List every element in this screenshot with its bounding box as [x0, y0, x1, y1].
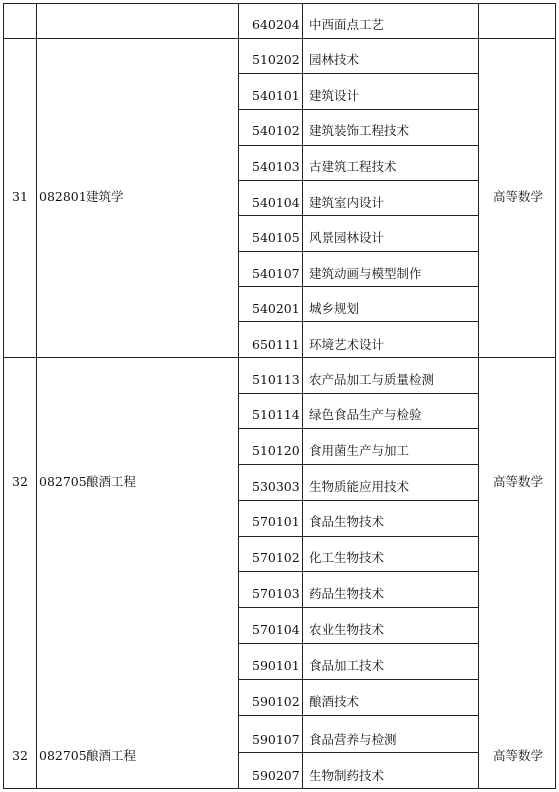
row-name: 建筑动画与模型制作: [309, 266, 422, 281]
row-code: 570103: [252, 586, 300, 601]
row-code: 510114: [252, 407, 300, 422]
row-divider: [238, 679, 479, 680]
group-major-code: 082705: [39, 748, 87, 763]
row-divider: [238, 321, 479, 322]
group-subject: 高等数学: [493, 748, 544, 763]
row-code: 540107: [252, 266, 300, 281]
row-code: 510113: [252, 372, 300, 387]
row-divider: [238, 393, 479, 394]
group-no: 32: [12, 748, 28, 763]
row-divider: [238, 428, 479, 429]
row-divider: [238, 500, 479, 501]
row-code: 540103: [252, 159, 300, 174]
group-subject: 高等数学: [493, 189, 544, 204]
row-name: 建筑装饰工程技术: [309, 123, 410, 138]
row-divider: [238, 73, 479, 74]
row-code: 540105: [252, 230, 300, 245]
row-code: 510120: [252, 443, 300, 458]
row-divider: [238, 571, 479, 572]
row-divider: [238, 251, 479, 252]
row-code: 530303: [252, 479, 300, 494]
row-divider: [238, 536, 479, 537]
row-code: 650111: [252, 337, 300, 352]
row-code: 540201: [252, 301, 300, 316]
row-divider: [238, 109, 479, 110]
row-divider: [238, 715, 479, 716]
row-code: 540101: [252, 88, 300, 103]
row-divider: [238, 215, 479, 216]
row-name: 药品生物技术: [309, 586, 385, 601]
row-name: 园林技术: [309, 52, 360, 67]
table-border-left: [3, 3, 4, 789]
table-border-bottom: [3, 788, 556, 789]
group-major-code: 082801: [39, 189, 87, 204]
row-name: 建筑室内设计: [309, 195, 385, 210]
row-name: 食品生物技术: [309, 514, 385, 529]
group-major-code: 082705: [39, 474, 87, 489]
row-name: 食品加工技术: [309, 658, 385, 673]
row-name: 环境艺术设计: [309, 337, 385, 352]
row-name: 中西面点工艺: [309, 17, 385, 32]
row-code: 570102: [252, 550, 300, 565]
group-subject: 高等数学: [493, 474, 544, 489]
row-code: 590107: [252, 732, 300, 747]
row-name: 食品营养与检测: [309, 732, 397, 747]
col-divider-major: [238, 3, 239, 789]
row-divider: [238, 464, 479, 465]
row-name: 农业生物技术: [309, 622, 385, 637]
col-divider-subject: [478, 3, 479, 789]
row-name: 古建筑工程技术: [309, 159, 397, 174]
row-code: 510202: [252, 52, 300, 67]
row-code: 590102: [252, 694, 300, 709]
row-divider: [238, 180, 479, 181]
row-code: 570101: [252, 514, 300, 529]
row-code: 590101: [252, 658, 300, 673]
row-code: 590207: [252, 768, 300, 783]
row-name: 城乡规划: [309, 301, 360, 316]
row-divider: [238, 145, 479, 146]
group-divider: [3, 357, 556, 358]
row-name: 生物质能应用技术: [309, 479, 410, 494]
row-code: 540104: [252, 195, 300, 210]
group-no: 31: [12, 189, 28, 204]
group-divider: [3, 38, 556, 39]
row-code: 570104: [252, 622, 300, 637]
table-border-right: [555, 3, 556, 789]
table-border-top: [3, 3, 556, 4]
group-major-name: 建筑学: [86, 189, 124, 204]
row-name: 绿色食品生产与检验: [309, 407, 422, 422]
row-divider: [238, 286, 479, 287]
row-divider: [238, 607, 479, 608]
group-no: 32: [12, 474, 28, 489]
col-divider-no: [36, 3, 37, 789]
row-name: 酿酒技术: [309, 694, 360, 709]
row-code: 640204: [252, 17, 300, 32]
row-name: 生物制药技术: [309, 768, 385, 783]
group-major-name: 酿酒工程: [86, 748, 137, 763]
row-divider: [238, 643, 479, 644]
row-name: 农产品加工与质量检测: [309, 372, 435, 387]
group-major-name: 酿酒工程: [86, 474, 137, 489]
row-name: 建筑设计: [309, 88, 360, 103]
row-name: 食用菌生产与加工: [309, 443, 410, 458]
col-divider-code: [302, 3, 303, 789]
row-name: 化工生物技术: [309, 550, 385, 565]
row-code: 540102: [252, 123, 300, 138]
row-name: 风景园林设计: [309, 230, 385, 245]
row-divider: [238, 752, 479, 753]
